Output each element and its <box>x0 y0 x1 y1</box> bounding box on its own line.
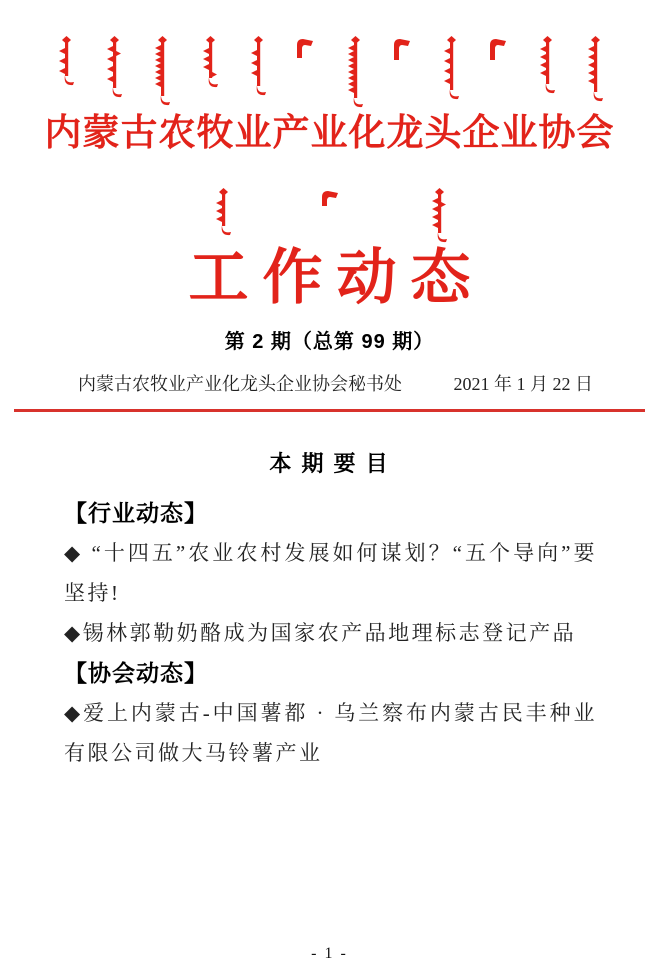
mongolian-script-row-top <box>54 0 606 108</box>
toc-title: 本 期 要 目 <box>269 450 390 476</box>
page-number: - 1 - <box>311 945 348 962</box>
issue-number: 第 2 期（总第 99 期） <box>224 330 435 353</box>
toc-contents <box>64 493 597 773</box>
publisher-row <box>78 370 593 396</box>
page-footer <box>0 945 659 963</box>
toc-item: ◆爱上内蒙古-中国薯都 · 乌兰察布内蒙古民丰种业有限公司做大马铃薯产业 <box>64 700 597 765</box>
mongolian-script-row-middle <box>211 188 449 244</box>
masthead <box>0 0 659 311</box>
toc-item: ◆ “十四五”农业农村发展如何谋划？“五个导向”要坚持! <box>64 540 597 605</box>
organization-title: 内蒙古农牧业产业化龙头企业协会 <box>44 113 615 154</box>
section-heading-association: 【协会动态】 <box>64 659 208 686</box>
red-divider <box>14 409 645 412</box>
publisher-name: 内蒙古农牧业产业化龙头企业协会秘书处 <box>78 373 402 394</box>
toc-item: ◆锡林郭勒奶酪成为国家农产品地理标志登记产品 <box>64 620 577 645</box>
section-heading-industry: 【行业动态】 <box>64 499 208 526</box>
publish-date: 2021 年 1 月 22 日 <box>453 373 593 394</box>
document-title: 工作动态 <box>188 245 485 312</box>
